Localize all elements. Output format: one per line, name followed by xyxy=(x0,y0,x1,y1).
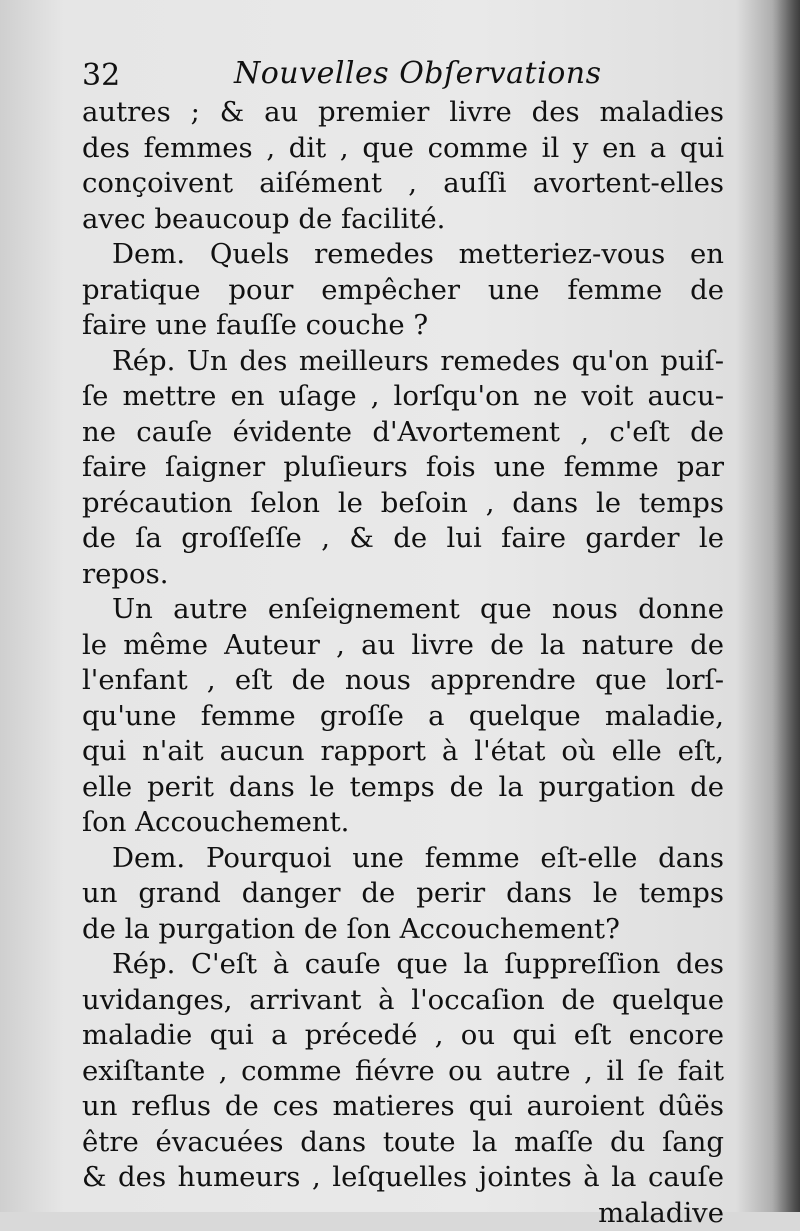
text-line: Dem. Quels remedes metteriez-vous en xyxy=(82,237,724,273)
text-line: elle perit dans le temps de la purgation de xyxy=(82,770,724,806)
text-line: repos. xyxy=(82,557,724,593)
text-line: de ſa groſſeſſe , & de lui faire garder le xyxy=(82,521,724,557)
text-line: précaution ſelon le beſoin , dans le temps xyxy=(82,486,724,522)
text-line: maladie qui a précedé , ou qui eſt encore xyxy=(82,1018,724,1054)
catchword: maladive xyxy=(82,1196,724,1231)
page-header xyxy=(82,54,722,98)
text-line: avec beaucoup de facilité. xyxy=(82,202,724,238)
text-line: l'enfant , eſt de nous apprendre que lorſ- xyxy=(82,663,724,699)
text-line: autres ; & au premier livre des maladies xyxy=(82,95,724,131)
text-line: faire une fauſſe couche ? xyxy=(82,308,724,344)
text-line: conçoivent aiſément , auſſi avortent-elles xyxy=(82,166,724,202)
text-line: qu'une femme groſſe a quelque maladie, xyxy=(82,699,724,735)
text-line: des femmes , dit , que comme il y en a qui xyxy=(82,131,724,167)
text-line: uvidanges, arrivant à l'occaſion de quelque xyxy=(82,983,724,1019)
text-line: le même Auteur , au livre de la nature de xyxy=(82,628,724,664)
body-text xyxy=(82,95,724,1231)
text-line: Rép. C'eſt à cauſe que la ſuppreſſion des xyxy=(82,947,724,983)
text-line: ſon Accouchement. xyxy=(82,805,724,841)
text-line: & des humeurs , leſquelles jointes à la cauſe xyxy=(82,1160,724,1196)
text-line: ſe mettre en uſage , lorſqu'on ne voit aucu- xyxy=(82,379,724,415)
text-line: un grand danger de perir dans le temps xyxy=(82,876,724,912)
text-line: Dem. Pourquoi une femme eſt-elle dans xyxy=(82,841,724,877)
page-number: 32 xyxy=(82,58,120,94)
text-line: qui n'ait aucun rapport à l'état où elle eſt, xyxy=(82,734,724,770)
running-title: Nouvelles Obſervations xyxy=(234,54,601,94)
page-gutter-shadow xyxy=(772,0,800,1212)
text-line: ne cauſe évidente d'Avortement , c'eſt de xyxy=(82,415,724,451)
text-line: de la purgation de ſon Accouchement? xyxy=(82,912,724,948)
text-line: faire ſaigner pluſieurs fois une femme par xyxy=(82,450,724,486)
text-line: un reflus de ces matieres qui auroient dûës xyxy=(82,1089,724,1125)
text-line: Un autre enſeignement que nous donne xyxy=(82,592,724,628)
text-line: être évacuées dans toute la maſſe du ſang xyxy=(82,1125,724,1161)
text-line: Rép. Un des meilleurs remedes qu'on puiſ- xyxy=(82,344,724,380)
text-line: exiſtante , comme fiévre ou autre , il ſe fait xyxy=(82,1054,724,1090)
text-line: pratique pour empêcher une femme de xyxy=(82,273,724,309)
